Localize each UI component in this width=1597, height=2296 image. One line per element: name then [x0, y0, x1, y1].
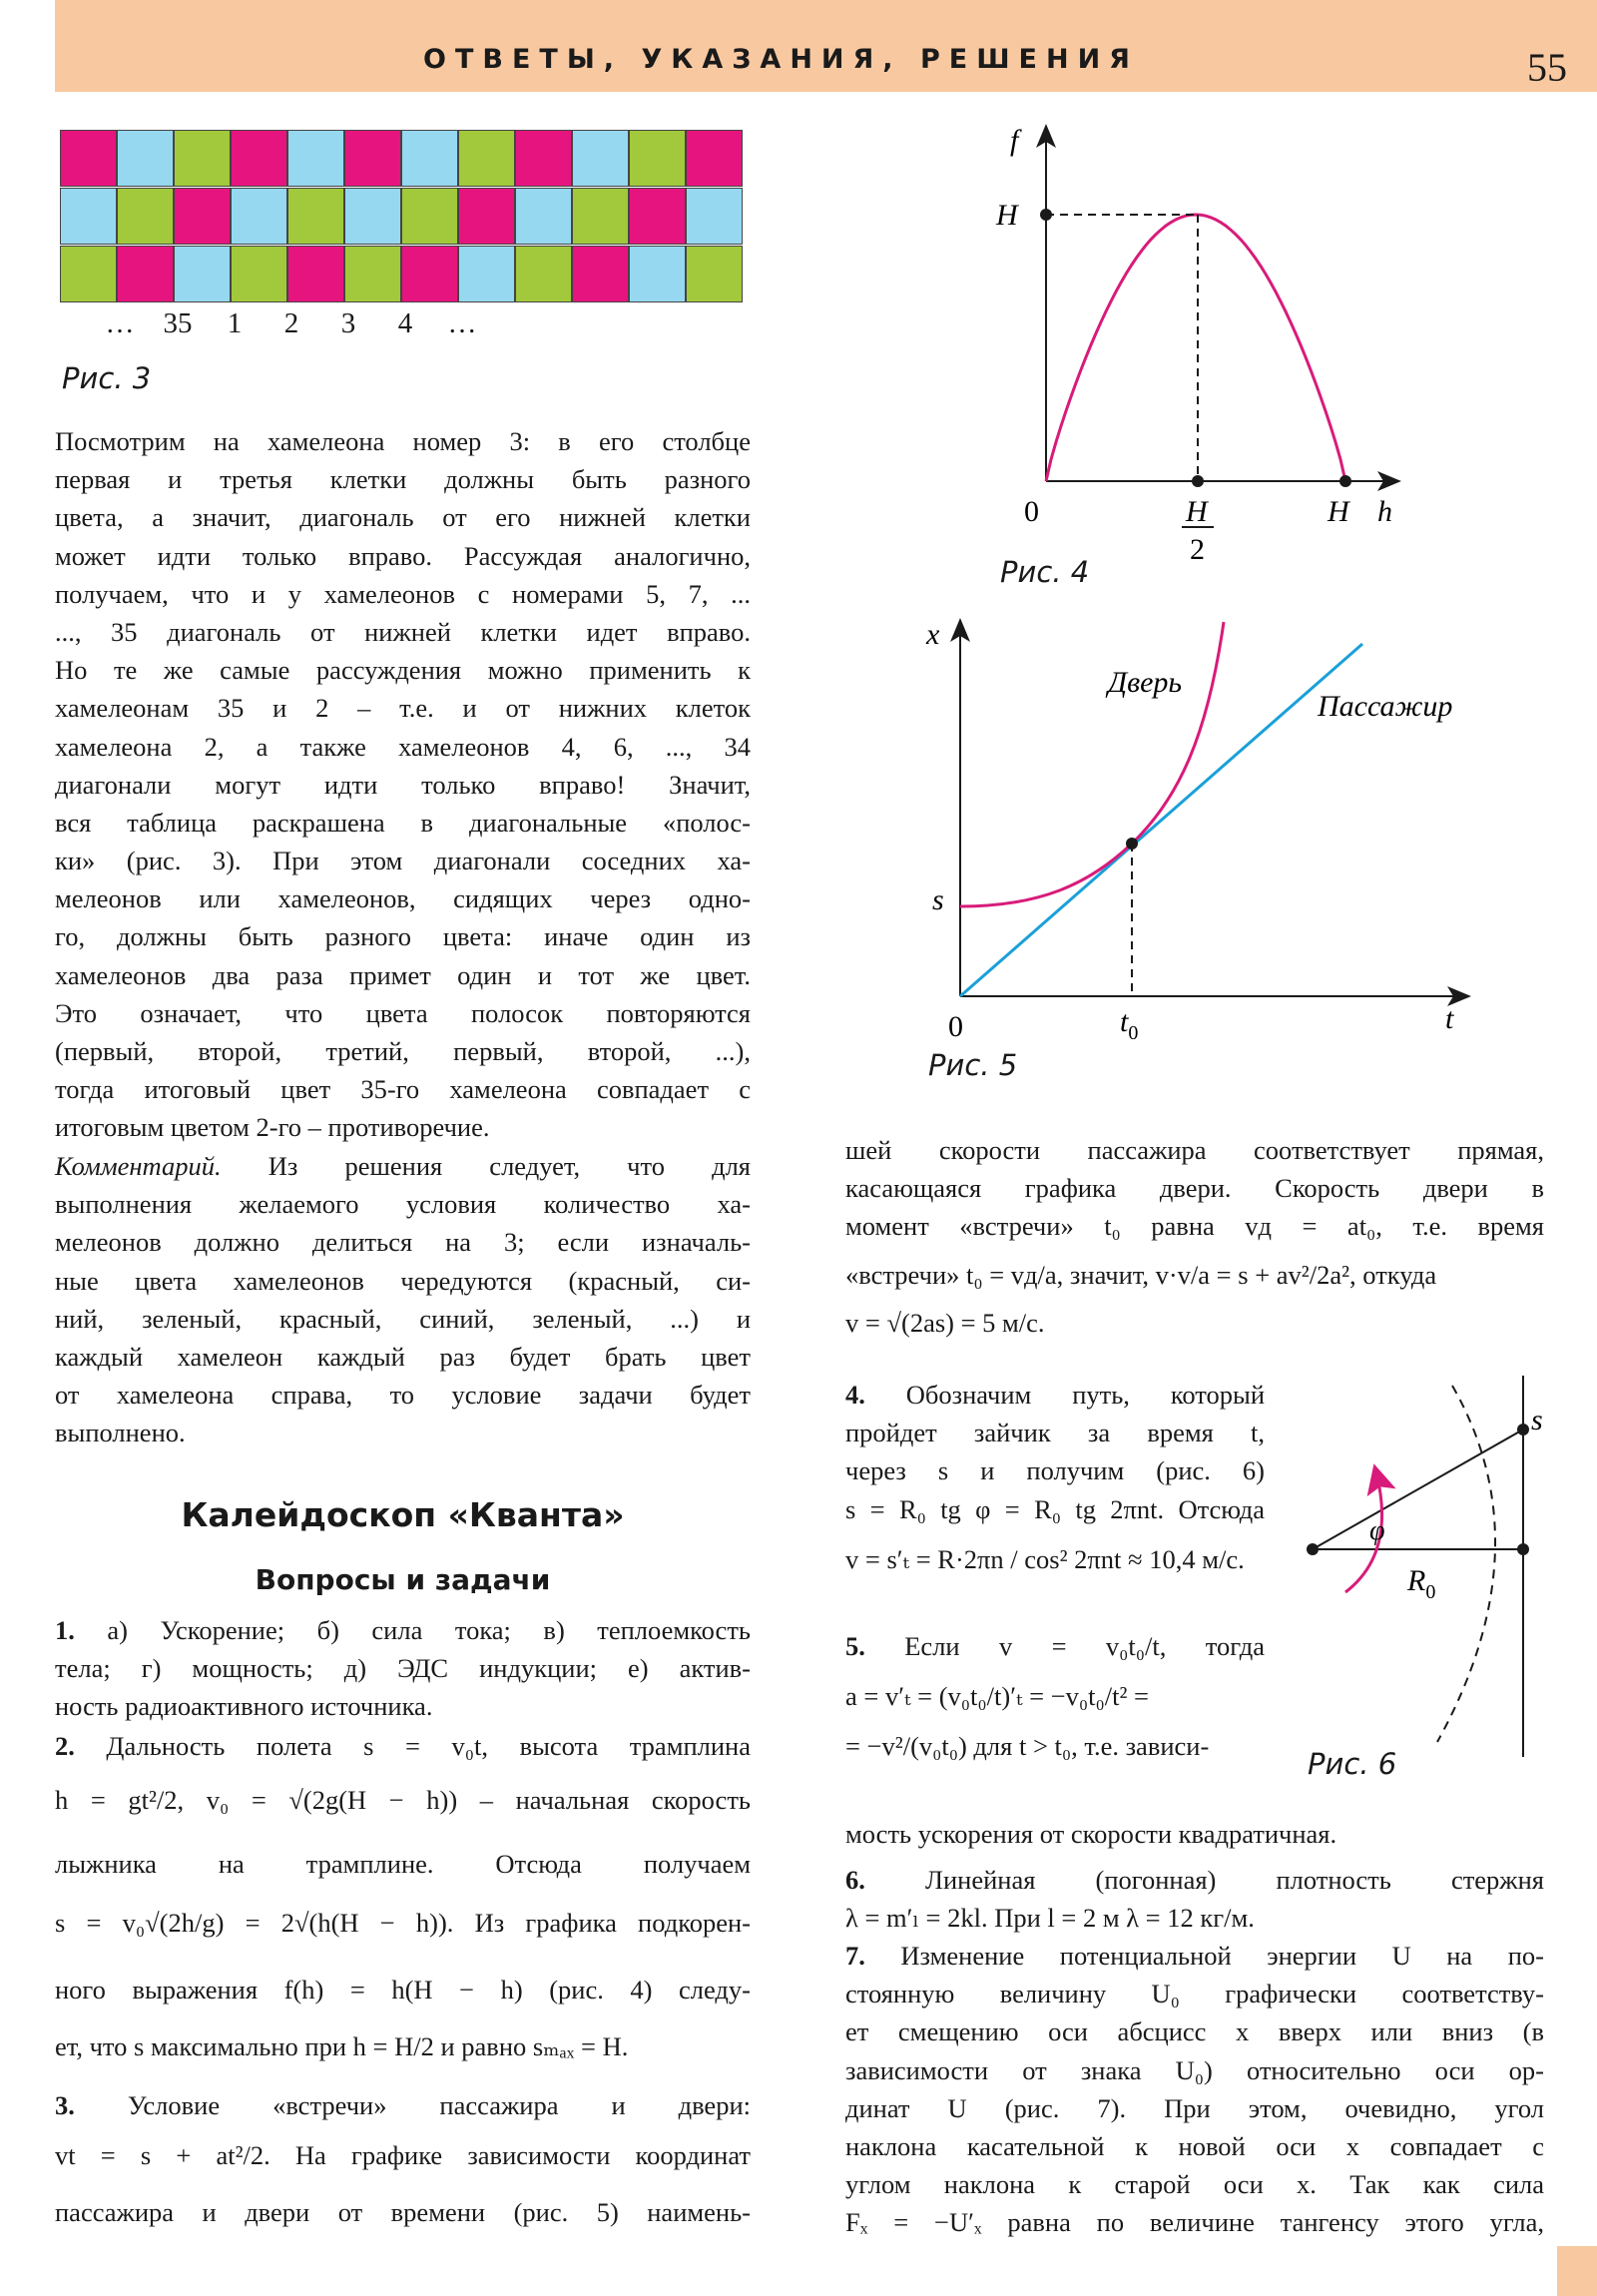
grid-cell — [572, 188, 629, 245]
fig6-dashed-arc — [1437, 1386, 1495, 1742]
running-title: ОТВЕТЫ, УКАЗАНИЯ, РЕШЕНИЯ — [423, 44, 1139, 75]
grid-cell — [117, 188, 174, 245]
answer-1-line: ность радиоактивного источника. — [55, 1691, 433, 1722]
answer-6-line: λ = m′ₗ = 2kl. При l = 2 м λ = 12 кг/м. — [845, 1903, 1255, 1934]
text-line: го, должны быть разного цвета: иначе один из — [55, 921, 751, 952]
text-line: момент «встречи» t₀ равна vд = at₀, т.е. время — [845, 1211, 1544, 1242]
grid-cell — [287, 130, 344, 187]
answer-7-line: динат U (рис. 7). При этом, очевидно, угол — [845, 2092, 1544, 2123]
text-line: ..., 35 диагональ от нижней клетки идет вправо. — [55, 616, 751, 647]
fig6-angle-label: φ — [1369, 1515, 1385, 1546]
answer-2-formula-1 — [55, 1772, 751, 1828]
grid-label: 4 — [397, 307, 413, 339]
text-line: ний, зеленый, красный, синий, зеленый, ...) и — [55, 1303, 751, 1334]
fig5-meeting-point — [1126, 838, 1138, 850]
grid-label: … — [447, 307, 477, 339]
fig6-center-point — [1307, 1543, 1319, 1555]
answer-4-number: 4. — [845, 1380, 865, 1410]
text-line: может идти только вправо. Рассуждая аналогично, — [55, 540, 751, 571]
fig4-point-H — [1040, 209, 1052, 221]
fig4-point-half — [1192, 475, 1204, 487]
text-line: мелеонов должно делиться на 3; если изначаль- — [55, 1227, 751, 1258]
grid-cell — [458, 246, 515, 302]
grid-cell — [174, 188, 231, 245]
text-line: Это означает, что цвета полосок повторяются — [55, 997, 751, 1028]
grid-cell — [515, 246, 572, 302]
paragraph-chameleons — [55, 422, 751, 1147]
answer-5-line: a = v′ₜ = (v₀t₀/t)′ₜ = −v₀t₀/t² = — [845, 1681, 1149, 1712]
answer-7-line: наклона касательной к новой оси x совпадает с — [845, 2130, 1544, 2161]
answer-4 — [845, 1376, 1265, 1578]
answer-7-line: Изменение потенциальной энергии U на по- — [864, 1941, 1544, 1971]
fig6-s-label: s — [1531, 1404, 1543, 1436]
grid-label: 35 — [163, 307, 193, 339]
figure-3-caption: Рис. 3 — [62, 361, 152, 395]
grid-cell — [629, 188, 686, 245]
grid-cell — [60, 130, 117, 187]
text-line: хамелеона 2, а также хамелеонов 4, 6, ..., 34 — [55, 731, 751, 762]
answer-4-line: s = R₀ tg φ = R₀ tg 2πnt. Отсюда — [845, 1493, 1265, 1524]
answer-5-line: = −v²/(v₀t₀) для t > t₀, т.е. зависи- — [845, 1731, 1210, 1762]
answer-1-line: а) Ускорение; б) сила тока; в) теплоемкость — [74, 1615, 751, 1645]
answer-3-line: Условие «встречи» пассажира и двери: — [74, 2090, 751, 2120]
fig5-x-label: t — [1445, 1002, 1454, 1035]
grid-cell — [231, 246, 287, 302]
text-line: Но те же самые рассуждения можно применить к — [55, 655, 751, 686]
grid-cell — [231, 188, 287, 245]
figure-6-caption: Рис. 6 — [1308, 1747, 1397, 1781]
text-line: хамелеонов два раза примет один и тот же цвет. — [55, 959, 751, 990]
text-line: «встречи» t₀ = vд/a, значит, v·v/a = s + av²/2a², откуда — [845, 1259, 1437, 1290]
grid-cell — [515, 188, 572, 245]
answer-4-line: пройдет зайчик за время t, — [845, 1418, 1265, 1448]
answer-3-line: пассажира и двери от времени (рис. 5) наимень- — [55, 2197, 751, 2227]
text-line: итоговым цветом 2-го – противоречие. — [55, 1112, 490, 1143]
answer-2-line: лыжника на трамплине. Отсюда получаем — [55, 1849, 751, 1879]
grid-cell — [629, 246, 686, 302]
fig5-passenger-label: Пассажир — [1318, 690, 1453, 723]
answer-7 — [845, 1937, 1544, 2242]
page-header — [55, 0, 1597, 92]
fig4-H-label: H — [996, 199, 1018, 232]
answer-7-line: углом наклона к старой оси x. Так как сила — [845, 2169, 1544, 2200]
fig4-point-full — [1339, 475, 1351, 487]
answer-3-line: vt = s + at²/2. На графике зависимости координат — [55, 2140, 751, 2170]
text-line: выполнено. — [55, 1418, 186, 1448]
figure-4-caption: Рис. 4 — [1000, 555, 1090, 589]
text-line: (первый, второй, третий, первый, второй, ...), — [55, 1036, 751, 1066]
grid-cell — [344, 130, 401, 187]
fig4-half-den: 2 — [1190, 533, 1205, 566]
grid-cell — [686, 188, 743, 245]
text-line: диагонали могут идти только вправо! Значит, — [55, 769, 751, 800]
fig6-radius-label: $R_0$ — [1407, 1564, 1436, 1603]
answer-5-line: Если v = v₀t₀/t, тогда — [864, 1631, 1265, 1661]
grid-cell — [287, 246, 344, 302]
answer-2 — [55, 1727, 751, 1765]
answer-2-line: h = gt²/2, v₀ = √(2g(H − h)) – начальная скорость — [55, 1785, 751, 1815]
grid-cell — [231, 130, 287, 187]
answer-1 — [55, 1611, 751, 1726]
fig4-y-label: f — [1010, 124, 1019, 157]
answer-7-line: Fₓ = −U′ₓ равна по величине тангенсу этого угла, — [845, 2207, 1544, 2238]
comment-label: Комментарий. — [55, 1151, 222, 1181]
fig5-y-label: x — [926, 618, 940, 651]
text-line: цвета, а значит, диагональ от его нижней клетки — [55, 502, 751, 533]
answer-2-text — [55, 1845, 751, 1883]
text-line: Посмотрим на хамелеона номер 3: в его столбце — [55, 426, 751, 456]
fig5-origin: 0 — [948, 1010, 963, 1043]
fig5-door-label: Дверь — [1108, 666, 1183, 699]
grid-label: 2 — [283, 307, 299, 339]
fig4-full-label: H — [1328, 495, 1349, 528]
figure-4-graph — [988, 120, 1407, 569]
answer-2-line: ного выражения f(h) = h(H − h) (рис. 4) следу- — [55, 1975, 751, 2005]
grid-label: 3 — [340, 307, 356, 339]
grid-cell — [401, 246, 458, 302]
answer-5-line: мость ускорения от скорости квадратичная. — [845, 1819, 1337, 1849]
answer-4-line: v = s′ₜ = R·2πn / cos² 2πnt ≈ 10,4 м/с. — [845, 1543, 1245, 1574]
grid-cell — [401, 188, 458, 245]
text-line: вся таблица раскрашена в диагональные «полос- — [55, 807, 751, 838]
answer-4-line: Обозначим путь, который — [864, 1380, 1265, 1410]
figure-6-diagram — [1288, 1368, 1557, 1767]
answer-5-number: 5. — [845, 1631, 865, 1661]
fig6-ray-line — [1313, 1430, 1523, 1549]
answer-2-line: s = v₀√(2h/g) = 2√(h(H − h)). Из графика подкорен- — [55, 1908, 751, 1938]
grid-cell — [287, 188, 344, 245]
answer-2-text-3 — [55, 2027, 751, 2065]
grid-cell — [572, 130, 629, 187]
fig5-door-curve — [960, 622, 1224, 906]
answer-5-end — [845, 1815, 1544, 1853]
page-number: 55 — [1527, 45, 1567, 90]
text-line: от хамелеона справа, то условие задачи будет — [55, 1380, 751, 1411]
answer-2-line: ет, что s максимально при h = H/2 и равно sₘₐₓ = H. — [55, 2031, 629, 2061]
fig4-parabola — [1046, 215, 1345, 481]
text-line: тогда итоговый цвет 35-го хамелеона совпадает с — [55, 1074, 751, 1105]
fig6-s-point — [1517, 1424, 1529, 1435]
grid-cell — [686, 246, 743, 302]
comment-first-line: Из решения следует, что для — [221, 1151, 751, 1181]
fig6-wall-point — [1517, 1543, 1529, 1555]
fig5-t0-label: $t_0$ — [1120, 1005, 1139, 1044]
grid-cell — [344, 246, 401, 302]
answer-2-number: 2. — [55, 1731, 75, 1761]
text-line: получаем, что и у хамелеонов с номерами 5, 7, ... — [55, 578, 751, 609]
answer-5 — [845, 1627, 1265, 1766]
answer-6 — [845, 1861, 1544, 1937]
answer-2-formula-2 — [55, 1893, 751, 1953]
text-line: ные цвета хамелеонов чередуются (красный, си- — [55, 1265, 751, 1296]
grid-cell — [458, 130, 515, 187]
fig4-x-label: h — [1377, 495, 1392, 528]
answer-6-number: 6. — [845, 1865, 865, 1895]
grid-cell — [401, 130, 458, 187]
answer-3 — [55, 2086, 751, 2124]
fig5-s-label: s — [932, 883, 944, 916]
text-line: ки» (рис. 3). При этом диагонали соседних ха- — [55, 846, 751, 876]
figure-3-labels — [60, 307, 759, 347]
text-line: касающаяся графика двери. Скорость двери в — [845, 1173, 1544, 1204]
grid-cell — [572, 246, 629, 302]
grid-cell — [686, 130, 743, 187]
text-line: выполнения желаемого условия количество ха- — [55, 1189, 751, 1220]
answer-2-text-2 — [55, 1971, 751, 2009]
subsection-title: Вопросы и задачи — [255, 1563, 551, 1596]
grid-cell — [117, 246, 174, 302]
answer-7-number: 7. — [845, 1941, 865, 1971]
answer-1-number: 1. — [55, 1615, 75, 1645]
answer-1-line: тела; г) мощность; д) ЭДС индукции; е) актив- — [55, 1653, 751, 1684]
grid-cell — [458, 188, 515, 245]
answer-6-line: Линейная (погонная) плотность стержня — [864, 1865, 1544, 1895]
section-title: Калейдоскоп «Кванта» — [181, 1495, 625, 1534]
fig4-half-num: H — [1186, 495, 1208, 528]
text-line: хамелеонам 35 и 2 – т.е. и от нижних клеток — [55, 693, 751, 724]
text-line: шей скорости пассажира соответствует прямая, — [845, 1135, 1544, 1165]
answer-3-continuation — [845, 1131, 1544, 1342]
figure-5-caption: Рис. 5 — [928, 1048, 1018, 1082]
answer-2-line: Дальность полета s = v₀t, высота трамплина — [74, 1731, 751, 1761]
grid-label: … — [105, 307, 135, 339]
answer-4-line: через s и получим (рис. 6) — [845, 1455, 1265, 1486]
corner-decoration — [1557, 2246, 1597, 2296]
text-line: первая и третья клетки должны быть разного — [55, 464, 751, 495]
text-line: мелеонов или хамелеонов, сидящих через одно- — [55, 883, 751, 914]
fig4-origin: 0 — [1024, 495, 1039, 528]
grid-cell — [117, 130, 174, 187]
text-line: v = √(2as) = 5 м/с. — [845, 1307, 1045, 1338]
grid-label: 1 — [227, 307, 243, 339]
grid-cell — [174, 130, 231, 187]
grid-cell — [60, 188, 117, 245]
answer-3-text — [55, 2193, 751, 2231]
answer-3-formula — [55, 2136, 751, 2174]
answer-7-line: ет смещению оси абсцисс x вверх или вниз (в — [845, 2016, 1544, 2047]
text-line: каждый хамелеон каждый раз будет брать цвет — [55, 1341, 751, 1372]
grid-cell — [629, 130, 686, 187]
answer-7-line: стоянную величину U₀ графически соответству- — [845, 1979, 1544, 2009]
answer-3-number: 3. — [55, 2090, 75, 2120]
figure-5-graph — [918, 614, 1477, 1053]
grid-cell — [515, 130, 572, 187]
grid-cell — [344, 188, 401, 245]
answer-7-line: зависимости от знака U₀) относительно оси ор- — [845, 2054, 1544, 2085]
figure-3-grid — [60, 130, 749, 304]
grid-cell — [174, 246, 231, 302]
paragraph-comment — [55, 1147, 751, 1452]
grid-cell — [60, 246, 117, 302]
